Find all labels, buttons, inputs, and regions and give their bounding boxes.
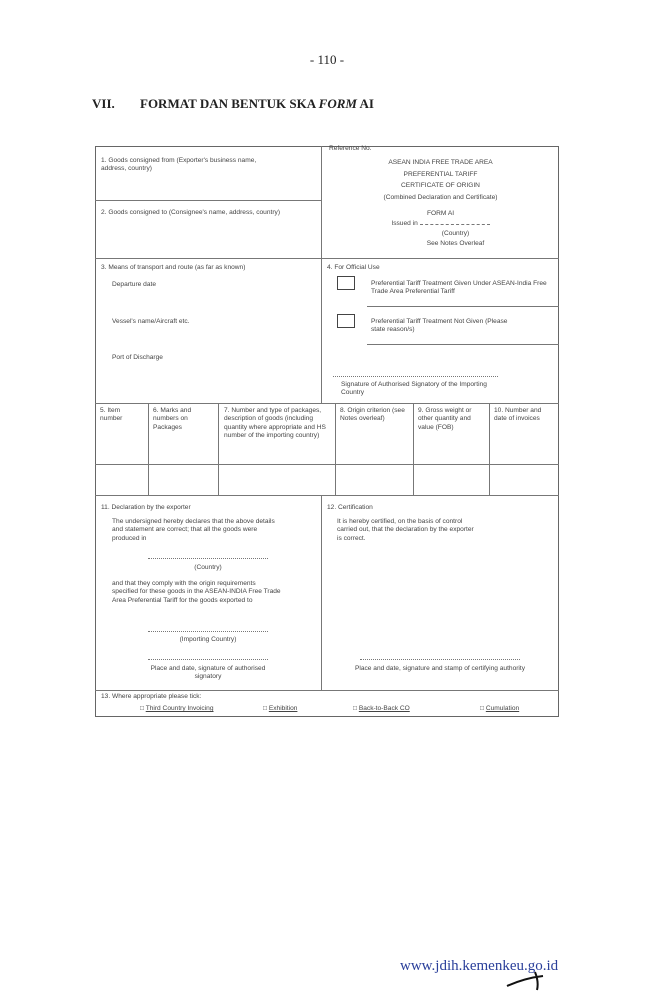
declaration-text2: and that they comply with the origin requirements specified for these goods in the ASEAN-INDIA Free Trade Area Preferential Tariff for the goods exported to xyxy=(112,580,281,604)
certification-text: It is hereby certified, on the basis of control carried out, that the declaration by the exporter is correct. xyxy=(337,518,474,542)
section-title-italic: FORM xyxy=(318,96,357,111)
page-number: - 110 - xyxy=(309,52,345,67)
divider xyxy=(148,403,149,495)
divider xyxy=(489,403,490,495)
divider xyxy=(367,344,559,345)
box13-label: 13. Where appropriate please tick: xyxy=(101,693,202,700)
title-line: ASEAN INDIA FREE TRADE AREA xyxy=(388,159,493,166)
see-notes: See Notes Overleaf xyxy=(426,240,485,247)
box1-label: 1. Goods consigned from (Exporter's business name, address, country) xyxy=(101,157,257,173)
divider xyxy=(95,200,321,201)
divider xyxy=(95,495,559,496)
form-name: FORM AI xyxy=(426,210,455,217)
declaration-text1: The undersigned hereby declares that the above details and statement are correct; that all the goods were produced in xyxy=(112,518,275,542)
reference-no: Reference No. xyxy=(329,145,372,152)
option-label: Cumulation xyxy=(485,705,520,712)
treatment-not-given-label: Preferential Tariff Treatment Not Given (Please state reason/s) xyxy=(371,318,508,334)
authority-signature-label: Place and date, signature and stamp of certifying authority xyxy=(354,665,526,672)
box4-label: 4. For Official Use xyxy=(327,264,380,271)
divider xyxy=(218,403,219,495)
title-line: CERTIFICATE OF ORIGIN xyxy=(401,182,480,189)
section-title-end: AI xyxy=(356,96,374,111)
country-line[interactable] xyxy=(148,558,268,559)
signature-line xyxy=(333,376,498,377)
declaration-country: (Country) xyxy=(194,564,222,571)
section-title: FORMAT DAN BENTUK SKA xyxy=(140,96,319,111)
certificate-title xyxy=(322,157,559,203)
authority-signature-line[interactable] xyxy=(360,659,520,660)
box12-label: 12. Certification xyxy=(327,504,373,511)
option-exhibition[interactable]: □ Exhibition xyxy=(263,705,298,712)
option-label: Back-to-Back CO xyxy=(358,705,410,712)
divider xyxy=(367,306,559,307)
treatment-not-given-checkbox[interactable] xyxy=(337,314,355,328)
divider xyxy=(413,403,414,495)
departure-date-label: Departure date xyxy=(112,281,156,288)
section-number: VII. xyxy=(92,96,115,111)
importing-country-label: (Importing Country) xyxy=(179,636,237,643)
divider xyxy=(95,690,559,691)
footer-url[interactable]: www.jdih.kemenkeu.go.id xyxy=(400,958,559,974)
divider xyxy=(335,403,336,495)
divider xyxy=(95,258,559,259)
option-label: Third Country Invoicing xyxy=(145,705,214,712)
exporter-signature-line[interactable] xyxy=(148,659,268,660)
treatment-given-checkbox[interactable] xyxy=(337,276,355,290)
form-id-block xyxy=(322,209,559,249)
col-gross-weight: 9. Gross weight or other quantity and value (FOB) xyxy=(418,407,472,431)
section-heading xyxy=(92,96,374,112)
box2-label: 2. Goods consigned to (Consignee's name, address, country) xyxy=(101,209,281,216)
box11-label: 11. Declaration by the exporter xyxy=(101,504,191,511)
title-line: PREFERENTIAL TARIFF xyxy=(403,170,478,178)
exporter-signature-label: Place and date, signature of authorised signatory xyxy=(150,665,266,681)
col-marks: 6. Marks and numbers on Packages xyxy=(153,407,192,431)
importing-country-line[interactable] xyxy=(148,631,268,632)
col-item-number: 5. Item number xyxy=(100,407,123,423)
option-back-to-back[interactable]: □ Back-to-Back CO xyxy=(353,705,410,712)
official-signature-label: Signature of Authorised Signatory of the Importing Country xyxy=(341,381,487,397)
vessel-label: Vessel's name/Aircraft etc. xyxy=(112,318,190,325)
issued-in-field[interactable] xyxy=(420,224,490,225)
country-label: (Country) xyxy=(441,230,470,237)
col-origin-criterion: 8. Origin criterion (see Notes overleaf) xyxy=(340,407,405,423)
option-third-country[interactable]: □ Third Country Invoicing xyxy=(140,705,214,712)
signature-mark-icon xyxy=(505,968,555,992)
divider xyxy=(321,495,322,690)
option-label: Exhibition xyxy=(268,705,298,712)
box3-label: 3. Means of transport and route (as far as known) xyxy=(101,264,246,271)
title-line: (Combined Declaration and Certificate) xyxy=(383,193,498,201)
port-label: Port of Discharge xyxy=(112,354,163,361)
col-invoices: 10. Number and date of invoices xyxy=(494,407,542,423)
col-description: 7. Number and type of packages, description of goods (including quantity where appropriate and HS number of the importing country) xyxy=(224,407,326,440)
treatment-given-label: Preferential Tariff Treatment Given Under ASEAN-India Free Trade Area Preferential Tariff xyxy=(371,280,547,296)
issued-in-label: Issued in xyxy=(391,220,418,227)
option-cumulation[interactable]: □ Cumulation xyxy=(480,705,520,712)
